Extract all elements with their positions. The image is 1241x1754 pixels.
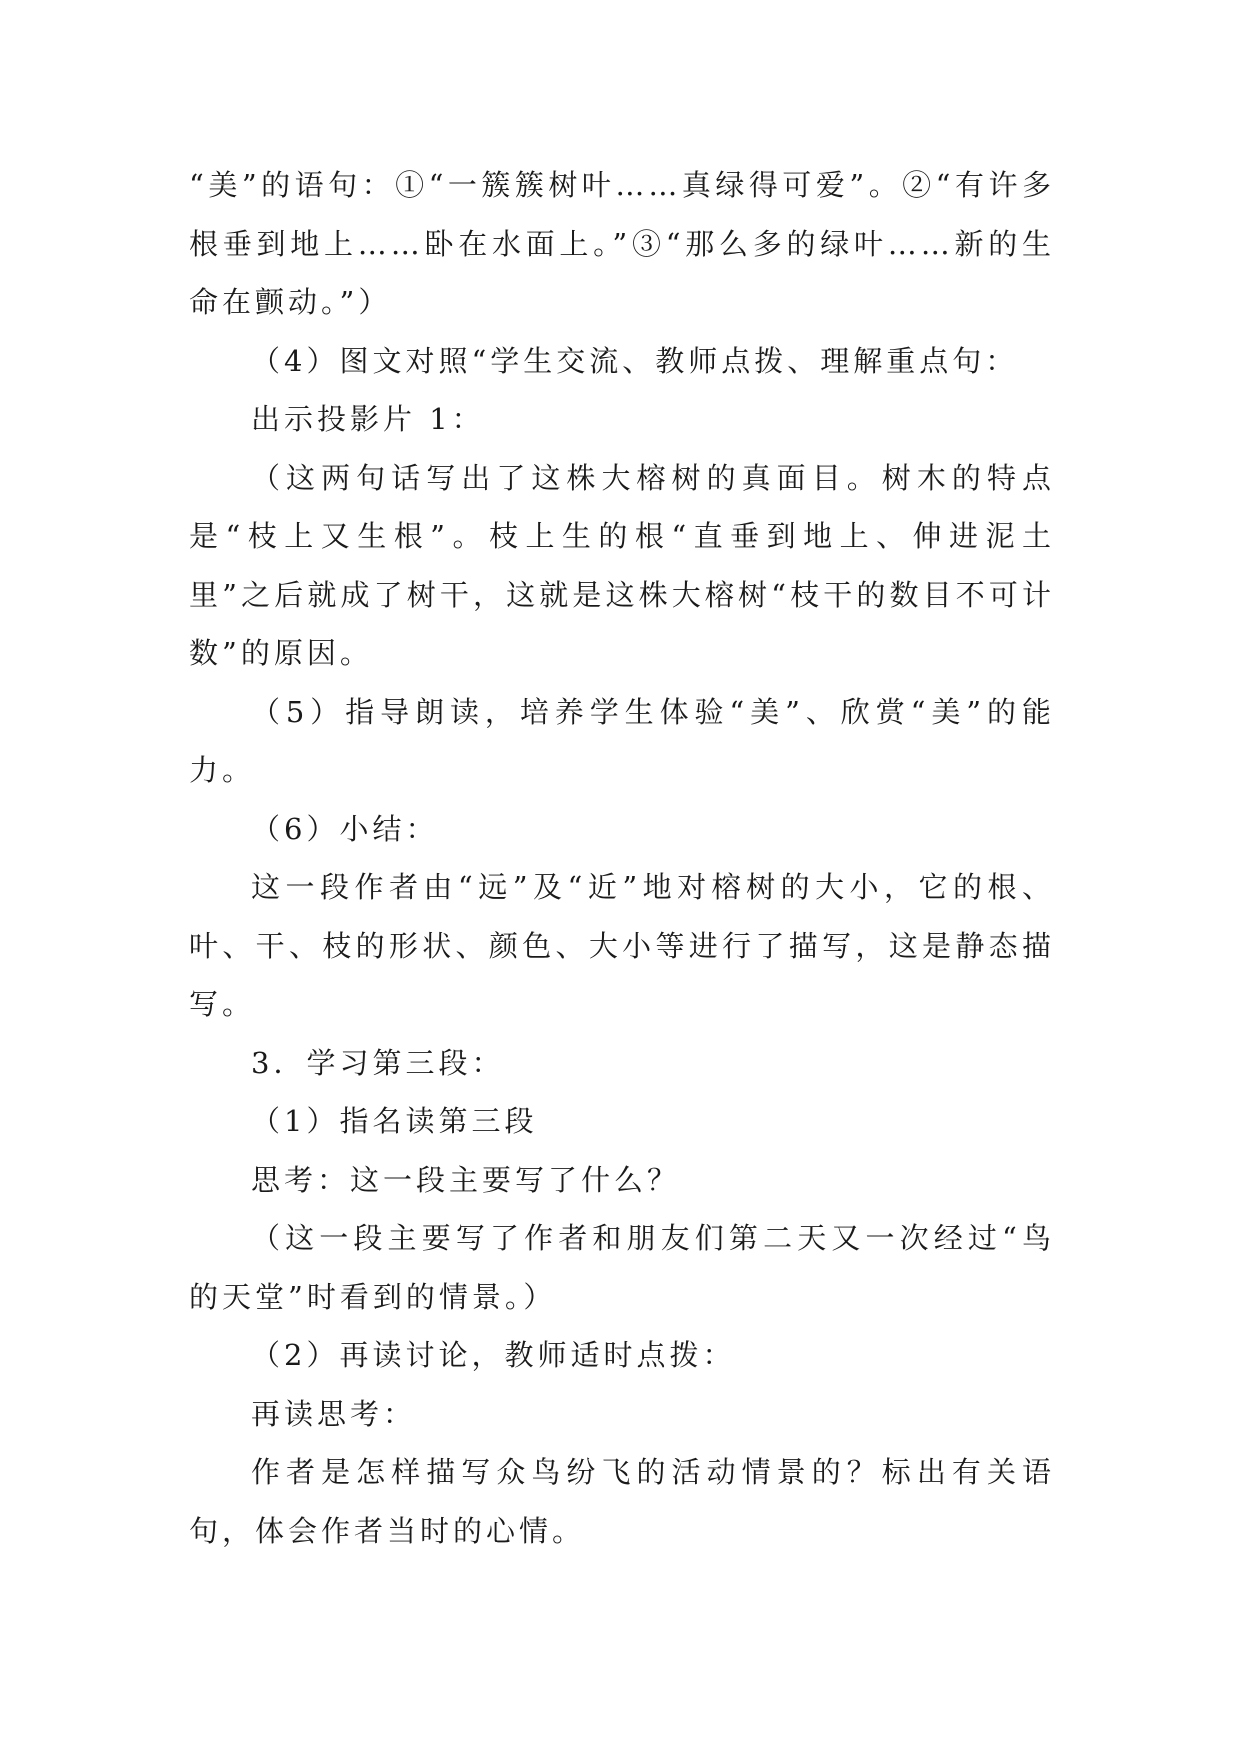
- paragraph-step-5: （5）指导朗读，培养学生体验“美”、欣赏“美”的能力。: [189, 694, 1055, 787]
- paragraph-summary: 这一段作者由“远”及“近”地对榕树的大小，它的根、叶、干、枝的形状、颜色、大小等进行了描写，这是静态描写。: [189, 870, 1055, 1021]
- paragraph-reread-think: 再读思考：: [251, 1396, 417, 1431]
- paragraph-quoted-sentences: “美”的语句：①“一簇簇树叶……真绿得可爱”。②“有许多根垂到地上……卧在水面上。”③“那么多的绿叶……新的生命在颤动。”）: [189, 168, 1055, 319]
- paragraph-section-3-step-1: （1）指名读第三段: [251, 1104, 538, 1138]
- paragraph-slide-explanation: （这两句话写出了这株大榕树的真面目。树木的特点是“枝上又生根”。枝上生的根“直垂到地上、伸进泥土里”之后就成了树干，这就是这株大榕树“枝干的数目不可计数”的原因。: [189, 460, 1055, 670]
- paragraph-slide-1: 出示投影片 1：: [251, 402, 485, 436]
- paragraph-think-question: 思考：这一段主要写了什么？: [251, 1162, 681, 1197]
- paragraph-step-4: （4）图文对照“学生交流、教师点拨、理解重点句：: [251, 343, 1019, 378]
- paragraph-section-3-heading: 3．学习第三段：: [251, 1045, 505, 1080]
- paragraph-think-answer: （这一段主要写了作者和朋友们第二天又一次经过“鸟的天堂”时看到的情景。）: [189, 1221, 1055, 1314]
- document-body: [189, 156, 1055, 1560]
- paragraph-section-3-step-2: （2）再读讨论，教师适时点拨：: [251, 1338, 736, 1372]
- paragraph-step-6: （6）小结：: [251, 811, 439, 846]
- paragraph-final-question: 作者是怎样描写众鸟纷飞的活动情景的？标出有关语句，体会作者当时的心情。: [189, 1455, 1055, 1548]
